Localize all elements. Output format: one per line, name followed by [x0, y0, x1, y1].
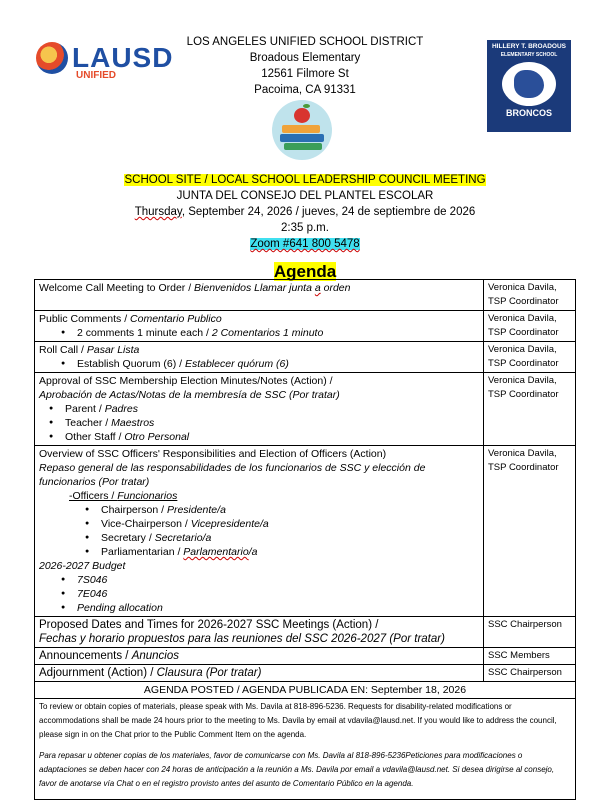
agenda-row-overview: Overview of SSC Officers' Responsibilities and Election of Officers (Action) Repaso general de las responsabilidades de los funcionarios de SSC y elección de funcionarios (Por tratar) -Officers / Funcionarios ● Chairperson / Presidente/a ● Vice-Chairperson / Vicepresidente/a ● Secretary / Secretario/a ● Parliamentarian / Parlamentario/a 2026-2027 Budget ● 7S046 ● 7E046 ● Pending allocation Veronica Davila, TSP Coordinator — [35, 446, 576, 617]
school-name: Broadous Elementary — [249, 52, 361, 64]
meeting-title: SCHOOL SITE / LOCAL SCHOOL LEADERSHIP COUNCIL MEETING — [124, 174, 486, 186]
budget-heading: 2026-2027 Budget — [39, 560, 126, 572]
address-city: Pacoima, CA 91331 — [254, 84, 356, 96]
note-english: To review or obtain copies of materials, please speak with Ms. Davila at 818-896-5236. Requests for disability-related modifications or accommodations shall be made 24 hours prior to the meeting to Ms. Davila by email at vdavila@lausd.net. If you would like to address the council, please sign in on the Chat prior to the Public Comment Item on the agenda. — [39, 702, 557, 739]
broncos-name: BRONCOS — [505, 108, 552, 118]
agenda-posted-row — [35, 682, 576, 699]
agenda-row-proposed-dates: Proposed Dates and Times for 2026-2027 SSC Meetings (Action) / Fechas y horario propuestos para las reuniones del SSC 2026-2027 (Por tratar) SSC Chairperson — [35, 617, 576, 648]
presenter: Veronica Davila, TSP Coordinator — [484, 446, 576, 617]
agenda-row-announcements: Announcements / Anuncios SSC Members — [35, 648, 576, 665]
presenter: Veronica Davila, TSP Coordinator — [484, 311, 576, 342]
broncos-sub-text: ELEMENTARY SCHOOL — [500, 52, 558, 58]
meeting-title-es: JUNTA DEL CONSEJO DEL PLANTEL ESCOLAR — [176, 190, 434, 202]
presenter: SSC Chairperson — [484, 617, 576, 648]
lausd-wordmark: LAUSD — [72, 42, 174, 73]
address-street: 12561 Filmore St — [261, 68, 349, 80]
meeting-info — [0, 172, 610, 252]
agenda-row-approval: Approval of SSC Membership Election Minutes/Notes (Action) / Aprobación de Actas/Notas de la membresía de SSC (Por tratar) ● Parent / Padres ● Teacher / Maestros ● Other Staff / Otro Personal Veronica Davila, TSP Coordinator — [35, 373, 576, 446]
note-spanish: Para repasar u obtener copias de los materiales, favor de comunicarse con Ms. Davila al 818-896-5236Peticiones para modificaciones o adaptaciones se deben hacer con 24 horas de anticipación a la reunión a Ms. Davila por email a vdavila@lausd.net. Si desea dirigirse al consejo, favor de anotarse vía Chat o en el registro provisto antes del asunto de Comentario Público en la agenda. — [39, 751, 555, 788]
apple-books-icon — [272, 100, 332, 160]
district-name: LOS ANGELES UNIFIED SCHOOL DISTRICT — [186, 36, 424, 48]
presenter: SSC Members — [484, 648, 576, 665]
presenter: Veronica Davila, TSP Coordinator — [484, 280, 576, 311]
zoom-link[interactable]: Zoom #641 800 5478 — [250, 238, 360, 250]
bronco-horse-icon — [502, 62, 556, 106]
presenter: Veronica Davila, TSP Coordinator — [484, 373, 576, 446]
agenda-title: Agenda — [273, 262, 337, 281]
broncos-logo — [487, 40, 571, 132]
agenda-row-adjournment: Adjournment (Action) / Clausura (Por tratar) SSC Chairperson — [35, 665, 576, 682]
broncos-school-text: HILLERY T. BROADOUS — [491, 43, 567, 50]
presenter: SSC Chairperson — [484, 665, 576, 682]
meeting-time: 2:35 p.m. — [281, 222, 329, 234]
meeting-date: Thursday, September 24, 2026 / jueves, 24 de septiembre de 2026 — [134, 206, 476, 218]
agenda-row-public-comments: Public Comments / Comentario Publico ● 2 comments 1 minute each / 2 Comentarios 1 minuto Veronica Davila, TSP Coordinator — [35, 311, 576, 342]
agenda-posted-date: AGENDA POSTED / AGENDA PUBLICADA EN: September 18, 2026 — [35, 682, 576, 699]
lausd-unified-text: UNIFIED — [76, 70, 116, 81]
budget-list: ● 7S046 ● 7E046 ● Pending allocation — [39, 573, 479, 615]
agenda-row-welcome: Welcome Call Meeting to Order / Bienvenidos Llamar junta a orden Veronica Davila, TSP Coordinator — [35, 280, 576, 311]
notes-row — [35, 699, 576, 800]
agenda-row-roll-call: Roll Call / Pasar Lista ● Establish Quorum (6) / Establecer quórum (6) Veronica Davila, TSP Coordinator — [35, 342, 576, 373]
presenter: Veronica Davila, TSP Coordinator — [484, 342, 576, 373]
agenda-table — [34, 279, 576, 800]
